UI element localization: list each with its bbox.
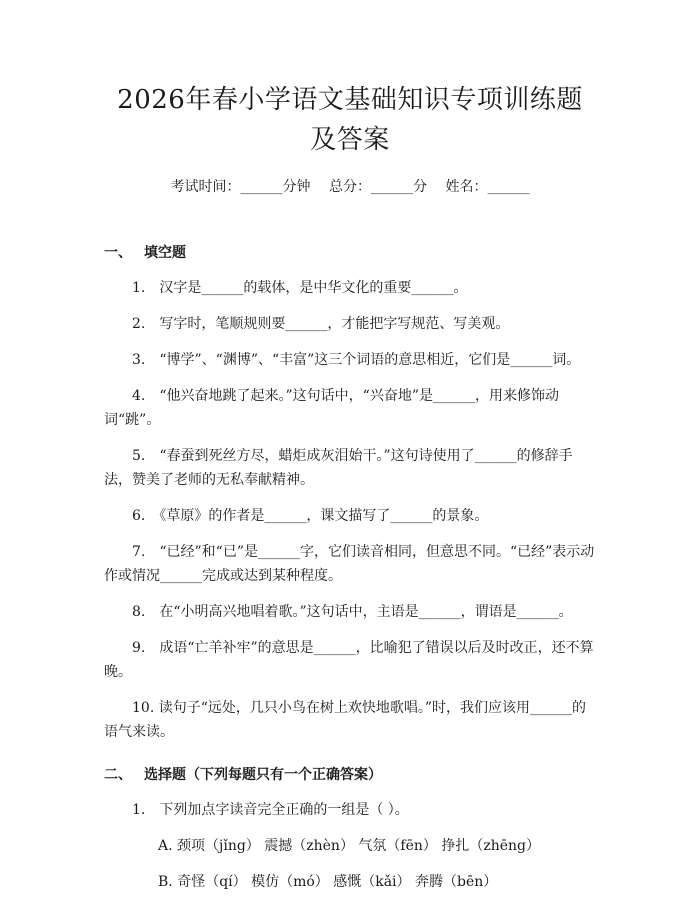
- exam-time: 考试时间：______分钟: [170, 179, 311, 195]
- section-fill-in-blank-heading: [104, 242, 596, 262]
- choice-option-b: B. 奇怪（qí） 模仿（mó） 感慨（kǎi） 奔腾（bēn）: [158, 874, 498, 890]
- section-title: 填空题: [144, 245, 186, 261]
- question-10: 10. 读句子“远处，几只小鸟在树上欢快地歌唱。”时，我们应该用______的语气来读。: [104, 700, 587, 740]
- section-multiple-choice-heading: [104, 764, 596, 784]
- question-1: 1. 汉字是______的载体，是中华文化的重要______。: [132, 280, 468, 296]
- student-name: 姓名：______: [445, 179, 530, 195]
- question-4: 4. “他兴奋地跳了起来。”这句话中，“兴奋地”是______，用来修饰动词“跳”。: [104, 388, 559, 428]
- section-number: 二、: [104, 767, 132, 783]
- exam-title: 2026年春小学语文基础知识专项训练题及答案: [117, 85, 583, 155]
- question-7: 7. “已经”和“已”是______字，它们读音相同，但意思不同。“已经”表示动作或情况______完成或达到某种程度。: [104, 544, 595, 584]
- total-score: 总分：______分: [329, 179, 427, 195]
- question-2: 2. 写字时，笔顺规则要______，才能把字写规范、写美观。: [132, 316, 510, 332]
- choice-option-a: A. 颈项（jǐng） 震撼（zhèn） 气氛（fēn） 挣扎（zhēng）: [158, 838, 540, 854]
- question-5: 5. “春蚕到死丝方尽，蜡炬成灰泪始干。”这句诗使用了______的修辞手法，赞美了老师的无私奉献精神。: [104, 448, 573, 488]
- section-title: 选择题（下列每题只有一个正确答案）: [144, 767, 382, 783]
- question-6: 6. 《草原》的作者是______，课文描写了______的景象。: [132, 508, 489, 524]
- question-3: 3. “博学”、“渊博”、“丰富”这三个词语的意思相近，它们是______词。: [132, 352, 581, 368]
- exam-meta: [104, 176, 596, 198]
- section-number: 一、: [104, 245, 132, 261]
- choice-question-1: 1. 下列加点字读音完全正确的一组是（ ）。: [132, 802, 409, 818]
- question-8: 8. 在“小明高兴地唱着歌。”这句话中，主语是______，谓语是______。: [132, 604, 573, 620]
- question-9: 9. 成语“亡羊补牢”的意思是______，比喻犯了错误以后及时改正，还不算晚。: [104, 640, 594, 680]
